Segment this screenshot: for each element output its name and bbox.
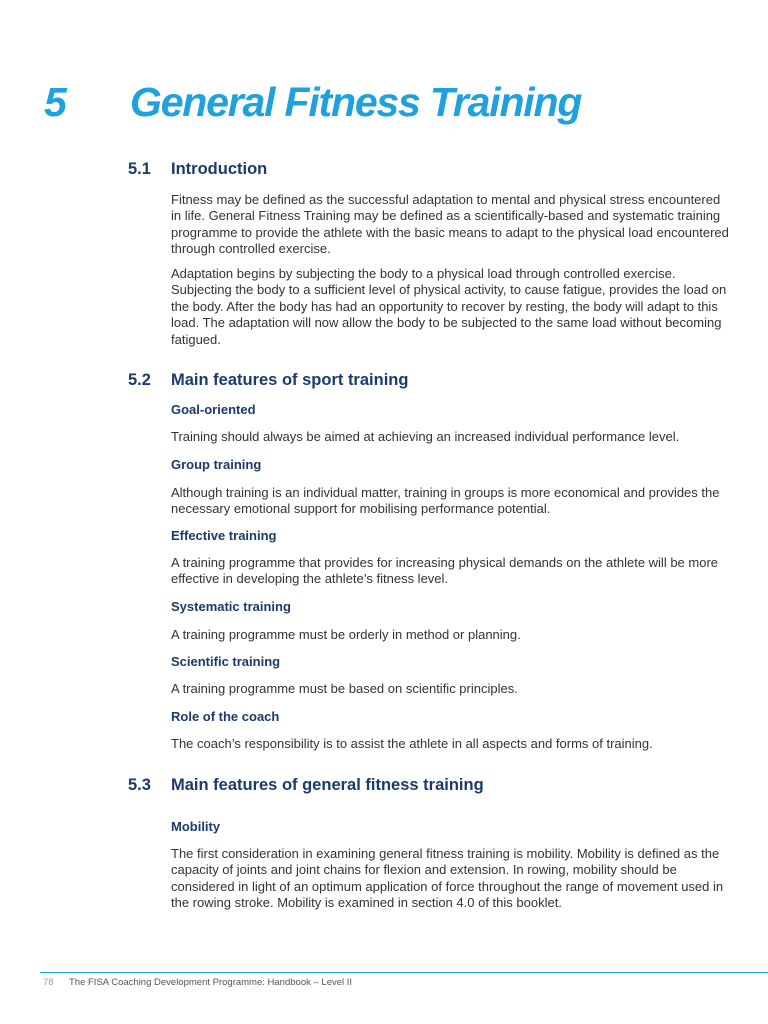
- paragraph: A training programme must be based on scientific principles.: [171, 681, 518, 696]
- subheading: Group training: [171, 457, 262, 472]
- footer-text: The FISA Coaching Development Programme: Handbook – Level II: [69, 977, 353, 988]
- paragraph: A training programme must be orderly in method or planning.: [171, 627, 521, 642]
- paragraph: Adaptation begins by subjecting the body to a physical load through controlled exercise. Subjecting the body to a sufficient level of physical activity, to cause fatigue, provides the load on the body. After the body has had an opportunity to recover by resting, the body will adapt to this load. The adaptation will now allow the body to be subjected to the same load without becoming fatigued.: [171, 266, 727, 347]
- footer-rule: [40, 972, 768, 973]
- paragraph: The first consideration in examining general fitness training is mobility. Mobility is defined as the capacity of joints and joint chains for flexion and extension. In rowing, mobility should be considered in light of an optimum application of force throughout the range of movement used in the rowing stroke. Mobility is examined in section 4.0 of this booklet.: [171, 846, 724, 911]
- section-heading: [128, 160, 267, 179]
- section-number: 5.2: [128, 371, 151, 389]
- section-title: Main features of general fitness training: [171, 776, 484, 794]
- chapter-number: 5: [44, 79, 66, 125]
- section-number: 5.1: [128, 160, 151, 178]
- paragraph: Fitness may be defined as the successful adaptation to mental and physical stress encountered in life. General Fitness Training may be defined as a scientifically-based and systematic training programme to provide the athlete with the basic means to adapt to the physical load encountered through controlled exercise.: [171, 192, 729, 257]
- paragraph: Although training is an individual matter, training in groups is more economical and provides the necessary emotional support for mobilising performance potential.: [171, 485, 720, 517]
- subheading: Effective training: [171, 528, 277, 543]
- subheading: Role of the coach: [171, 709, 280, 724]
- chapter-title: [44, 74, 748, 130]
- page-number: 78: [43, 977, 54, 988]
- section-number: 5.3: [128, 776, 151, 794]
- paragraph: Training should always be aimed at achieving an increased individual performance level.: [171, 429, 680, 444]
- section-title: Main features of sport training: [171, 371, 409, 389]
- section-heading: [128, 371, 408, 390]
- paragraph: The coach’s responsibility is to assist the athlete in all aspects and forms of training.: [171, 736, 653, 751]
- subheading: Goal-oriented: [171, 402, 256, 417]
- section-heading: [128, 776, 484, 795]
- footer: [43, 977, 352, 988]
- subheading: Scientific training: [171, 654, 281, 669]
- section-title: Introduction: [171, 160, 268, 178]
- subheading: Mobility: [171, 819, 221, 834]
- paragraph: A training programme that provides for increasing physical demands on the athlete will be more effective in developing the athlete’s fitness level.: [171, 555, 719, 587]
- subheading: Systematic training: [171, 599, 291, 614]
- chapter-title-text: General Fitness Training: [130, 79, 582, 125]
